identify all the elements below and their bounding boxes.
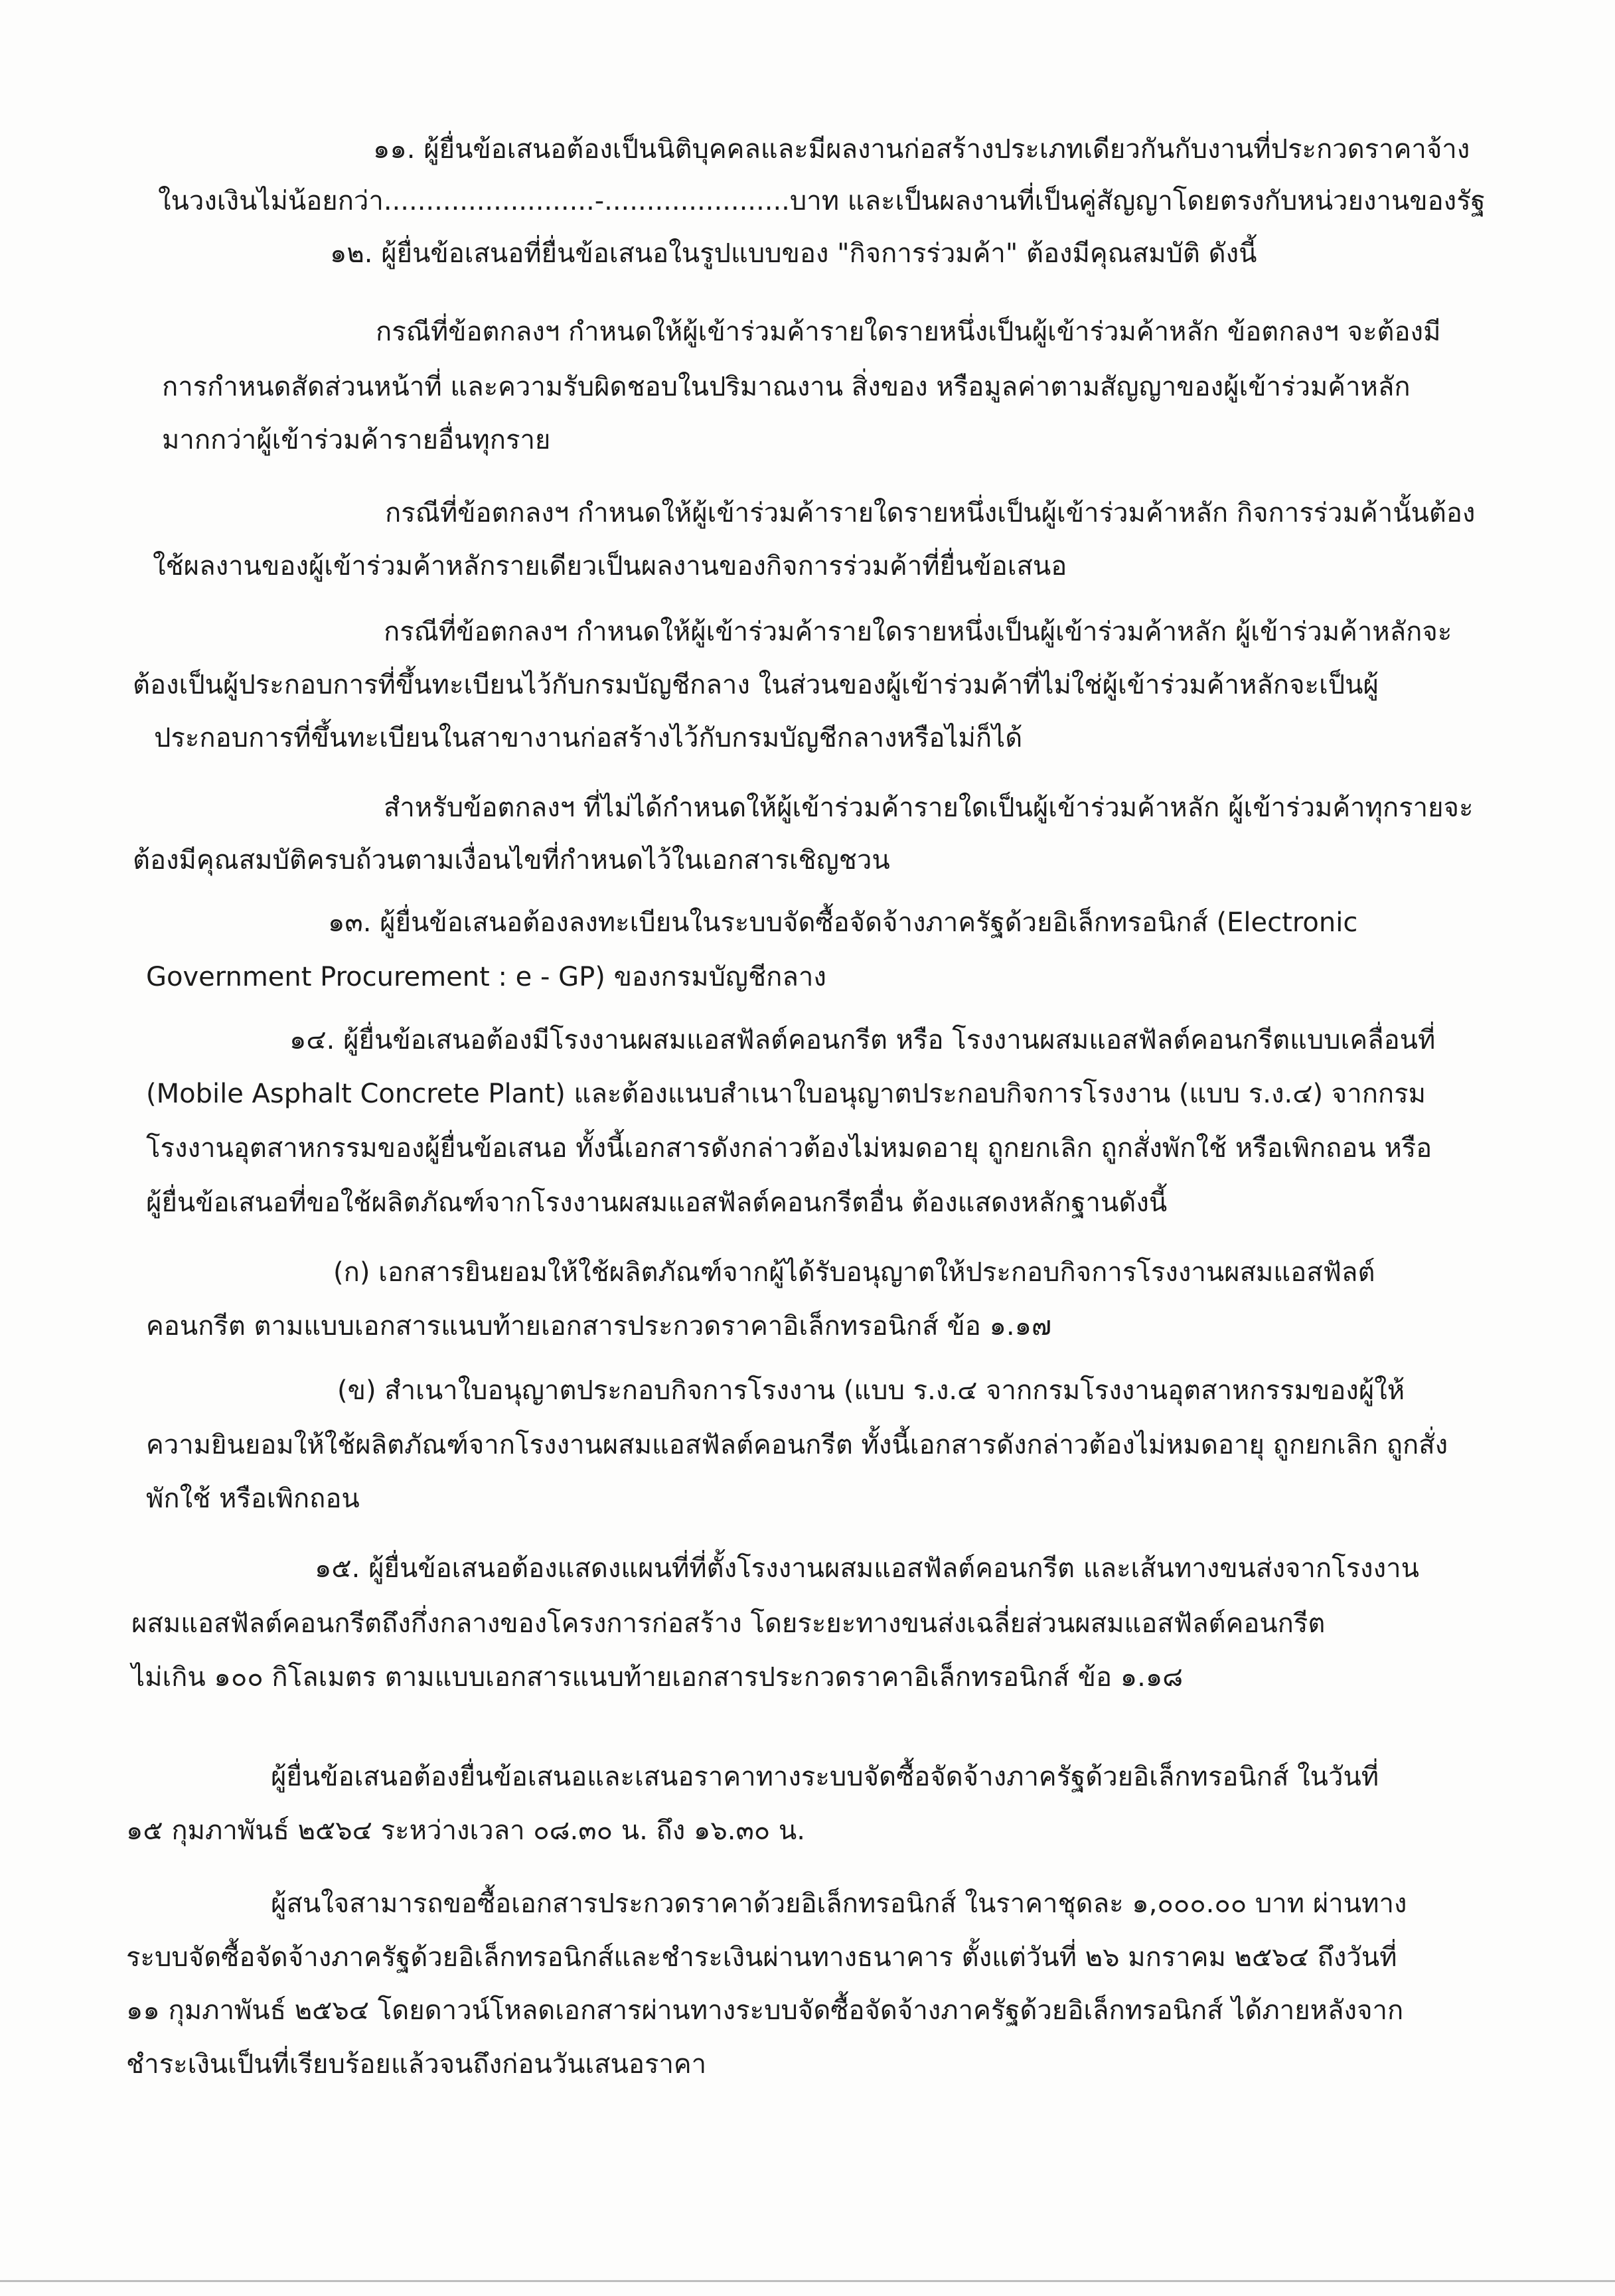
clause-11-line-1: ๑๑. ผู้ยื่นข้อเสนอต้องเป็นนิติบุคคลและมีผลงานก่อสร้างประเภทเดียวกันกับงานที่ประกวดราคาจ้าง	[373, 134, 1470, 165]
clause-12-heading: ๑๒. ผู้ยื่นข้อเสนอที่ยื่นข้อเสนอในรูปแบบของ "กิจการร่วมค้า" ต้องมีคุณสมบัติ ดังนี้	[330, 238, 1257, 269]
purchase-paragraph-line-3: ๑๑ กุมภาพันธ์ ๒๕๖๔ โดยดาวน์โหลดเอกสารผ่านทางระบบจัดซื้อจัดจ้างภาครัฐด้วยอิเล็กทรอนิกส์ ได้ภายหลังจาก	[126, 1995, 1404, 2026]
purchase-paragraph-line-1: ผู้สนใจสามารถขอซื้อเอกสารประกวดราคาด้วยอิเล็กทรอนิกส์ ในราคาชุดละ ๑,๐๐๐.๐๐ บาท ผ่านทาง	[271, 1888, 1407, 1919]
clause-12-case-3-line-2: ต้องเป็นผู้ประกอบการที่ขึ้นทะเบียนไว้กับกรมบัญชีกลาง ในส่วนของผู้เข้าร่วมค้าที่ไม่ใช่ผู้เข้าร่วมค้าหลักจะเป็นผู้	[133, 670, 1379, 700]
clause-13-line-2: Government Procurement : e - GP) ของกรมบัญชีกลาง	[146, 962, 826, 992]
submission-paragraph-line-2: ๑๕ กุมภาพันธ์ ๒๕๖๔ ระหว่างเวลา ๐๘.๓๐ น. ถึง ๑๖.๓๐ น.	[126, 1815, 805, 1846]
clause-14-item-a-line-1: (ก) เอกสารยินยอมให้ใช้ผลิตภัณฑ์จากผู้ได้รับอนุญาตให้ประกอบกิจการโรงงานผสมแอสฟัลต์	[333, 1257, 1375, 1288]
clause-14-item-b-line-3: พักใช้ หรือเพิกถอน	[146, 1484, 360, 1514]
clause-12-case-1-line-1: กรณีที่ข้อตกลงฯ กำหนดให้ผู้เข้าร่วมค้ารายใดรายหนึ่งเป็นผู้เข้าร่วมค้าหลัก ข้อตกลงฯ จะต้องมี	[376, 317, 1441, 347]
clause-12-case-3-line-3: ประกอบการที่ขึ้นทะเบียนในสาขางานก่อสร้างไว้กับกรมบัญชีกลางหรือไม่ก็ได้	[154, 723, 1023, 753]
clause-14-line-1: ๑๔. ผู้ยื่นข้อเสนอต้องมีโรงงานผสมแอสฟัลต์คอนกรีต หรือ โรงงานผสมแอสฟัลต์คอนกรีตแบบเคลื่อนที่	[289, 1025, 1436, 1055]
clause-12-case-4-line-1: สำหรับข้อตกลงฯ ที่ไม่ได้กำหนดให้ผู้เข้าร่วมค้ารายใดเป็นผู้เข้าร่วมค้าหลัก ผู้เข้าร่วมค้าทุกรายจะ	[384, 793, 1474, 823]
clause-15-line-3: ไม่เกิน ๑๐๐ กิโลเมตร ตามแบบเอกสารแนบท้ายเอกสารประกวดราคาอิเล็กทรอนิกส์ ข้อ ๑.๑๘	[131, 1662, 1184, 1693]
clause-14-item-b-line-1: (ข) สำเนาใบอนุญาตประกอบกิจการโรงงาน (แบบ ร.ง.๔ จากกรมโรงงานอุตสาหกรรมของผู้ให้	[337, 1375, 1405, 1406]
clause-15-line-1: ๑๕. ผู้ยื่นข้อเสนอต้องแสดงแผนที่ที่ตั้งโรงงานผสมแอสฟัลต์คอนกรีต และเส้นทางขนส่งจากโรงงาน	[315, 1553, 1419, 1584]
clause-13-line-1: ๑๓. ผู้ยื่นข้อเสนอต้องลงทะเบียนในระบบจัดซื้อจัดจ้างภาครัฐด้วยอิเล็กทรอนิกส์ (Electronic	[328, 907, 1358, 938]
clause-12-case-1-line-2: การกำหนดสัดส่วนหน้าที่ และความรับผิดชอบในปริมาณงาน สิ่งของ หรือมูลค่าตามสัญญาของผู้เข้าร่วมค้าหลัก	[162, 372, 1411, 402]
clause-12-case-1-line-3: มากกว่าผู้เข้าร่วมค้ารายอื่นทุกราย	[162, 425, 551, 455]
clause-14-item-b-line-2: ความยินยอมให้ใช้ผลิตภัณฑ์จากโรงงานผสมแอสฟัลต์คอนกรีต ทั้งนี้เอกสารดังกล่าวต้องไม่หมดอายุ ถูกยกเลิก ถูกสั่ง	[146, 1430, 1448, 1460]
clause-12-case-2-line-1: กรณีที่ข้อตกลงฯ กำหนดให้ผู้เข้าร่วมค้ารายใดรายหนึ่งเป็นผู้เข้าร่วมค้าหลัก กิจการร่วมค้านั้นต้อง	[385, 498, 1476, 528]
purchase-paragraph-line-2: ระบบจัดซื้อจัดจ้างภาครัฐด้วยอิเล็กทรอนิกส์และชำระเงินผ่านทางธนาคาร ตั้งแต่วันที่ ๒๖ มกราคม ๒๕๖๔ ถึงวันที่	[126, 1942, 1397, 1973]
clause-12-case-3-line-1: กรณีที่ข้อตกลงฯ กำหนดให้ผู้เข้าร่วมค้ารายใดรายหนึ่งเป็นผู้เข้าร่วมค้าหลัก ผู้เข้าร่วมค้าหลักจะ	[384, 617, 1452, 647]
scan-bottom-edge	[0, 2280, 1615, 2282]
submission-paragraph-line-1: ผู้ยื่นข้อเสนอต้องยื่นข้อเสนอและเสนอราคาทางระบบจัดซื้อจัดจ้างภาครัฐด้วยอิเล็กทรอนิกส์ ในวันที่	[271, 1762, 1379, 1792]
clause-11-line-2: ในวงเงินไม่น้อยกว่า.........................-......................บาท และเป็นผลงานที่เป็นคู่สัญญาโดยตรงกับหน่วยงานของรัฐ	[158, 186, 1486, 216]
clause-14-line-3: โรงงานอุตสาหกรรมของผู้ยื่นข้อเสนอ ทั้งนี้เอกสารดังกล่าวต้องไม่หมดอายุ ถูกยกเลิก ถูกสั่งพักใช้ หรือเพิกถอน หรือ	[146, 1133, 1432, 1164]
clause-15-line-2: ผสมแอสฟัลต์คอนกรีตถึงกึ่งกลางของโครงการก่อสร้าง โดยระยะทางขนส่งเฉลี่ยส่วนผสมแอสฟัลต์คอนกรีต	[131, 1608, 1326, 1639]
clause-12-case-2-line-2: ใช้ผลงานของผู้เข้าร่วมค้าหลักรายเดียวเป็นผลงานของกิจการร่วมค้าที่ยื่นข้อเสนอ	[153, 551, 1067, 581]
clause-14-item-a-line-2: คอนกรีต ตามแบบเอกสารแนบท้ายเอกสารประกวดราคาอิเล็กทรอนิกส์ ข้อ ๑.๑๗	[146, 1311, 1052, 1341]
purchase-paragraph-line-4: ชำระเงินเป็นที่เรียบร้อยแล้วจนถึงก่อนวันเสนอราคา	[126, 2049, 707, 2080]
clause-14-line-4: ผู้ยื่นข้อเสนอที่ขอใช้ผลิตภัณฑ์จากโรงงานผสมแอสฟัลต์คอนกรีตอื่น ต้องแสดงหลักฐานดังนี้	[146, 1187, 1168, 1218]
clause-14-line-2: (Mobile Asphalt Concrete Plant) และต้องแนบสำเนาใบอนุญาตประกอบกิจการโรงงาน (แบบ ร.ง.๔) จากกรม	[146, 1079, 1426, 1109]
clause-12-case-4-line-2: ต้องมีคุณสมบัติครบถ้วนตามเงื่อนไขที่กำหนดไว้ในเอกสารเชิญชวน	[133, 845, 890, 876]
